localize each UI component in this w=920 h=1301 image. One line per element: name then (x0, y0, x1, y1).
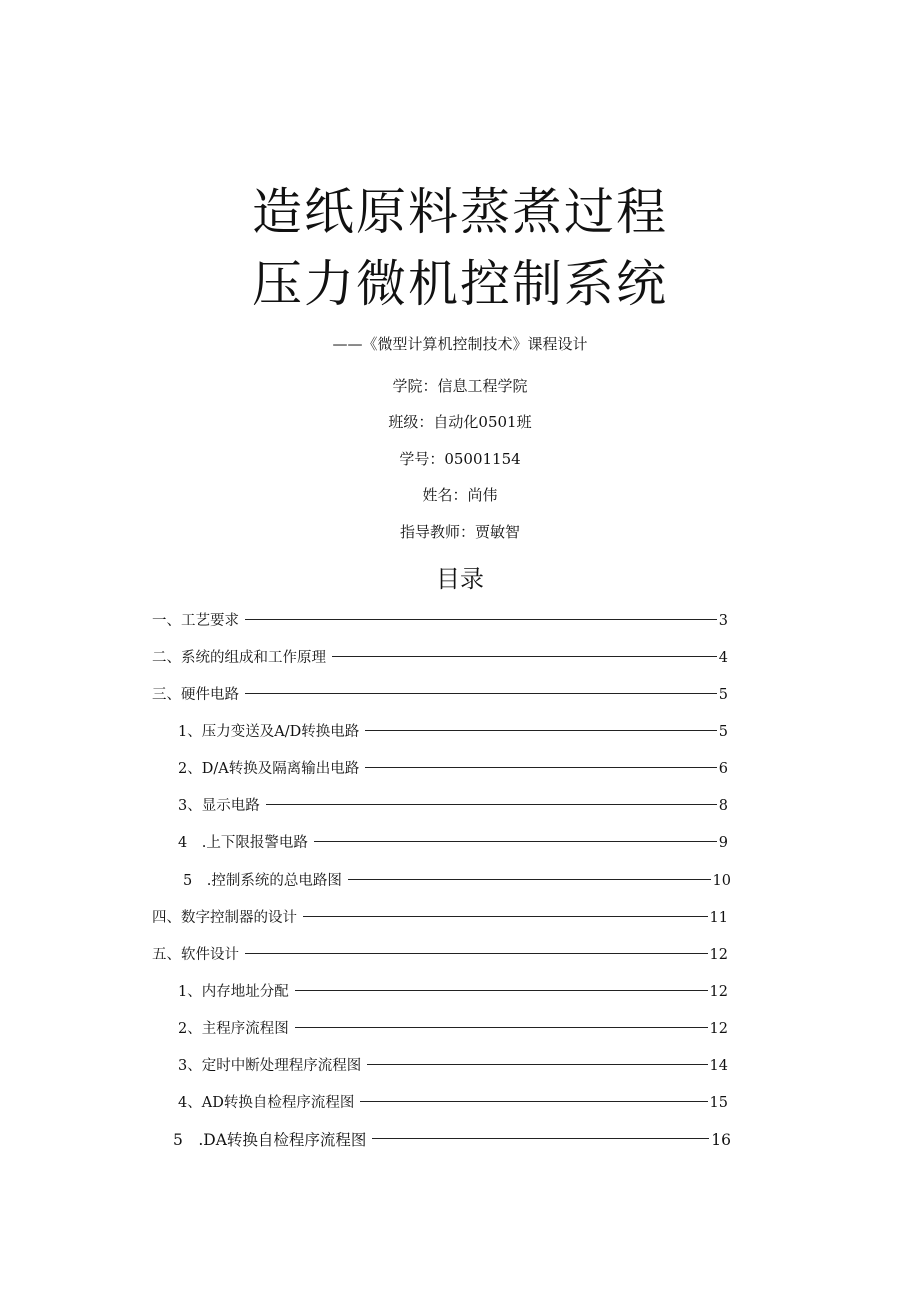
student-id-info: 学号：05001154 (399, 450, 521, 468)
toc-entry-page: 3 (718, 613, 728, 629)
toc-leader-line (303, 915, 708, 917)
toc-entry-page: 8 (718, 798, 728, 814)
toc-entry-page: 12 (709, 947, 728, 963)
toc-entry[interactable] (178, 1019, 728, 1039)
toc-leader-line (245, 692, 717, 694)
toc-entry[interactable] (152, 908, 728, 928)
toc-leader-line (314, 840, 717, 842)
toc-entry-label: 四、数字控制器的设计 (152, 910, 297, 926)
toc-entry[interactable] (152, 611, 728, 631)
toc-entry[interactable] (178, 1056, 728, 1076)
toc-leader-line (360, 1100, 707, 1102)
toc-entry-label: 三、硬件电路 (152, 687, 239, 703)
toc-leader-line (365, 766, 717, 768)
toc-entry-page: 15 (709, 1095, 728, 1111)
toc-leader-line (348, 878, 711, 880)
toc-leader-line (245, 618, 717, 620)
toc-entry-label: 5 .控制系统的总电路图 (183, 873, 342, 889)
toc-entry-label: 五、软件设计 (152, 947, 239, 963)
name-info: 姓名：尚伟 (422, 486, 498, 504)
toc-entry-page: 16 (711, 1131, 731, 1149)
toc-entry-label: 二、系统的组成和工作原理 (152, 650, 326, 666)
toc-entry-page: 5 (718, 724, 728, 740)
school-info: 学院：信息工程学院 (392, 377, 528, 395)
advisor-info: 指导教师：贾敏智 (399, 523, 520, 541)
toc-entry-label: 1、压力变送及A/D转换电路 (178, 724, 360, 740)
toc-entry-label: 一、工艺要求 (152, 613, 239, 629)
toc-entry-label: 4 .上下限报警电路 (178, 835, 308, 851)
title-line-2: 压力微机控制系统 (252, 255, 668, 313)
toc-entry[interactable] (183, 871, 731, 891)
toc-leader-line (295, 1026, 708, 1028)
toc-entry-label: 3、显示电路 (178, 798, 260, 814)
toc-entry-page: 14 (709, 1058, 728, 1074)
toc-heading: 目录 (436, 565, 484, 593)
title-line-1: 造纸原料蒸煮过程 (252, 183, 668, 241)
toc-leader-line (332, 655, 717, 657)
toc-entry-label: 2、D/A转换及隔离输出电路 (178, 761, 360, 777)
toc-entry-page: 12 (709, 1021, 728, 1037)
toc-leader-line (372, 1137, 709, 1139)
toc-entry-label: 3、定时中断处理程序流程图 (178, 1058, 362, 1074)
toc-entry[interactable] (152, 648, 728, 668)
toc-entry-label: 4、AD转换自检程序流程图 (178, 1095, 355, 1111)
toc-entry[interactable] (178, 759, 728, 779)
toc-entry-label: 2、主程序流程图 (178, 1021, 289, 1037)
toc-entry[interactable] (178, 982, 728, 1002)
toc-leader-line (245, 952, 708, 954)
toc-entry[interactable] (152, 685, 728, 705)
toc-entry[interactable] (152, 945, 728, 965)
toc-entry[interactable] (178, 1093, 728, 1113)
toc-entry-label: 5 .DA转换自检程序流程图 (173, 1131, 367, 1149)
class-info: 班级：自动化0501班 (388, 413, 532, 431)
toc-entry[interactable] (178, 722, 728, 742)
toc-entry-page: 12 (709, 984, 728, 1000)
toc-leader-line (266, 803, 717, 805)
toc-leader-line (365, 729, 717, 731)
toc-entry-page: 9 (718, 835, 728, 851)
toc-entry-page: 5 (718, 687, 728, 703)
toc-entry-label: 1、内存地址分配 (178, 984, 289, 1000)
toc-entry-page: 4 (718, 650, 728, 666)
toc-entry[interactable] (178, 833, 728, 853)
toc-leader-line (367, 1063, 707, 1065)
toc-entry-page: 11 (709, 910, 728, 926)
toc-entry[interactable] (178, 796, 728, 816)
toc-leader-line (295, 989, 708, 991)
subtitle: ——《微型计算机控制技术》课程设计 (332, 335, 588, 353)
toc-entry[interactable] (173, 1130, 731, 1150)
toc-entry-page: 10 (712, 873, 731, 889)
toc-entry-page: 6 (718, 761, 728, 777)
